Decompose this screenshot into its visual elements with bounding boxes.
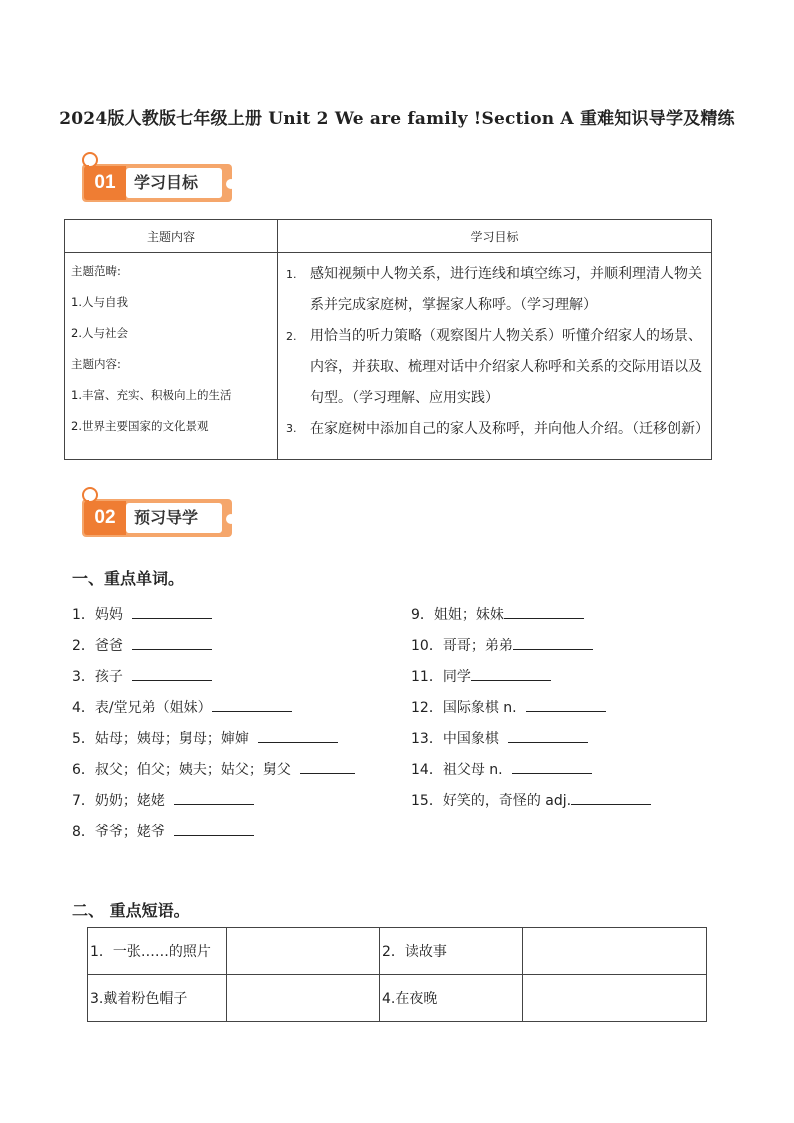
answer-blank[interactable] bbox=[258, 727, 338, 743]
vocab-item bbox=[411, 634, 593, 655]
phrase-cell: 2．读故事 bbox=[380, 928, 523, 975]
vocab-item bbox=[72, 665, 212, 686]
pin-line bbox=[87, 500, 89, 508]
topic-cell bbox=[65, 253, 278, 460]
vocab-label: 2．爸爸 bbox=[72, 638, 123, 654]
vocab-item bbox=[72, 789, 254, 810]
vocab-item bbox=[411, 696, 606, 717]
vocab-label: 4．表/堂兄弟（姐妹） bbox=[72, 700, 212, 716]
section-heading-words: 一、重点单词。 bbox=[72, 569, 185, 588]
objectives-header-goals: 学习目标 bbox=[278, 220, 712, 253]
topic-line: 1.丰富、充实、积极向上的生活 bbox=[71, 388, 232, 402]
phrase-cell: 4.在夜晚 bbox=[380, 975, 523, 1022]
answer-blank[interactable] bbox=[512, 758, 592, 774]
goal-item bbox=[286, 259, 703, 321]
answer-blank[interactable] bbox=[300, 758, 355, 774]
answer-blank[interactable] bbox=[504, 603, 584, 619]
vocab-item bbox=[72, 758, 355, 779]
goal-text: 感知视频中人物关系，进行连线和填空练习，并顺利理清人物关系并完成家庭树，掌握家人称呼。（学习理解） bbox=[310, 266, 702, 313]
goal-item bbox=[286, 418, 709, 440]
page-title: 2024版人教版七年级上册 Unit 2 We are family !Section A 重难知识导学及精练 bbox=[59, 109, 735, 129]
phrase-cell: 1．一张……的照片 bbox=[88, 928, 227, 975]
answer-cell[interactable] bbox=[227, 975, 380, 1022]
objectives-table bbox=[64, 219, 712, 460]
pin-ring-icon bbox=[82, 487, 98, 503]
vocab-label: 7．奶奶；姥姥 bbox=[72, 793, 165, 809]
table-row bbox=[88, 928, 707, 975]
vocab-item bbox=[72, 727, 338, 748]
goal-item bbox=[286, 321, 703, 414]
answer-blank[interactable] bbox=[174, 820, 254, 836]
answer-blank[interactable] bbox=[471, 665, 551, 681]
goal-text: 在家庭树中添加自己的家人及称呼，并向他人介绍。（迁移创新） bbox=[310, 421, 709, 437]
phrase-cell: 3.戴着粉色帽子 bbox=[88, 975, 227, 1022]
goal-number: 1. bbox=[286, 268, 297, 281]
badge-notch bbox=[226, 179, 236, 189]
vocab-item bbox=[72, 820, 254, 841]
goal-number: 2. bbox=[286, 330, 297, 343]
answer-blank[interactable] bbox=[526, 696, 606, 712]
goal-number: 3. bbox=[286, 422, 297, 435]
answer-cell[interactable] bbox=[523, 975, 707, 1022]
vocab-label: 3．孩子 bbox=[72, 669, 123, 685]
answer-cell[interactable] bbox=[227, 928, 380, 975]
answer-blank[interactable] bbox=[132, 634, 212, 650]
answer-blank[interactable] bbox=[174, 789, 254, 805]
badge-number: 01 bbox=[84, 166, 126, 200]
section-heading-phrases: 二、 重点短语。 bbox=[72, 901, 190, 920]
vocab-item bbox=[72, 634, 212, 655]
topic-line: 主题内容: bbox=[71, 357, 121, 371]
vocab-item bbox=[411, 727, 588, 748]
answer-blank[interactable] bbox=[513, 634, 593, 650]
vocab-item bbox=[72, 696, 292, 717]
pin-ring-icon bbox=[82, 152, 98, 168]
topic-line: 1.人与自我 bbox=[71, 295, 128, 309]
vocab-item bbox=[411, 758, 592, 779]
vocab-label: 13．中国象棋 bbox=[411, 731, 499, 747]
answer-blank[interactable] bbox=[132, 603, 212, 619]
answer-cell[interactable] bbox=[523, 928, 707, 975]
answer-blank[interactable] bbox=[212, 696, 292, 712]
topic-line: 2.世界主要国家的文化景观 bbox=[71, 419, 209, 433]
answer-blank[interactable] bbox=[508, 727, 588, 743]
vocab-item bbox=[411, 789, 651, 810]
phrases-table bbox=[87, 927, 707, 1022]
goal-text: 用恰当的听力策略（观察图片人物关系）听懂介绍家人的场景、内容，并获取、梳理对话中介绍家人称呼和关系的交际用语以及句型。（学习理解、应用实践） bbox=[310, 328, 702, 406]
goals-cell bbox=[278, 253, 712, 460]
vocab-item bbox=[411, 603, 584, 624]
topic-line: 主题范畴: bbox=[71, 264, 121, 278]
badge-number: 02 bbox=[84, 501, 126, 535]
section-badge-preview bbox=[78, 487, 238, 537]
vocab-label: 15．好笑的，奇怪的 adj. bbox=[411, 793, 572, 809]
badge-notch bbox=[226, 514, 236, 524]
vocab-label: 8．爷爷；姥爷 bbox=[72, 824, 165, 840]
vocab-label: 1．妈妈 bbox=[72, 607, 123, 623]
section-badge-objectives bbox=[78, 152, 238, 202]
vocab-label: 11．同学 bbox=[411, 669, 471, 685]
badge-label: 预习导学 bbox=[126, 503, 222, 533]
vocab-item bbox=[411, 665, 551, 686]
answer-blank[interactable] bbox=[571, 789, 651, 805]
table-row bbox=[88, 975, 707, 1022]
vocab-label: 6．叔父；伯父；姨夫；姑父；舅父 bbox=[72, 762, 291, 778]
vocab-label: 10．哥哥；弟弟 bbox=[411, 638, 513, 654]
vocab-label: 14．祖父母 n. bbox=[411, 762, 503, 778]
badge-label: 学习目标 bbox=[126, 168, 222, 198]
answer-blank[interactable] bbox=[132, 665, 212, 681]
objectives-header-topic: 主题内容 bbox=[65, 220, 278, 253]
vocab-label: 12．国际象棋 n. bbox=[411, 700, 517, 716]
pin-line bbox=[87, 165, 89, 173]
topic-line: 2.人与社会 bbox=[71, 326, 128, 340]
vocab-label: 5．姑母；姨母；舅母；婶婶 bbox=[72, 731, 249, 747]
vocab-label: 9．姐姐；妹妹 bbox=[411, 607, 504, 623]
vocab-item bbox=[72, 603, 212, 624]
